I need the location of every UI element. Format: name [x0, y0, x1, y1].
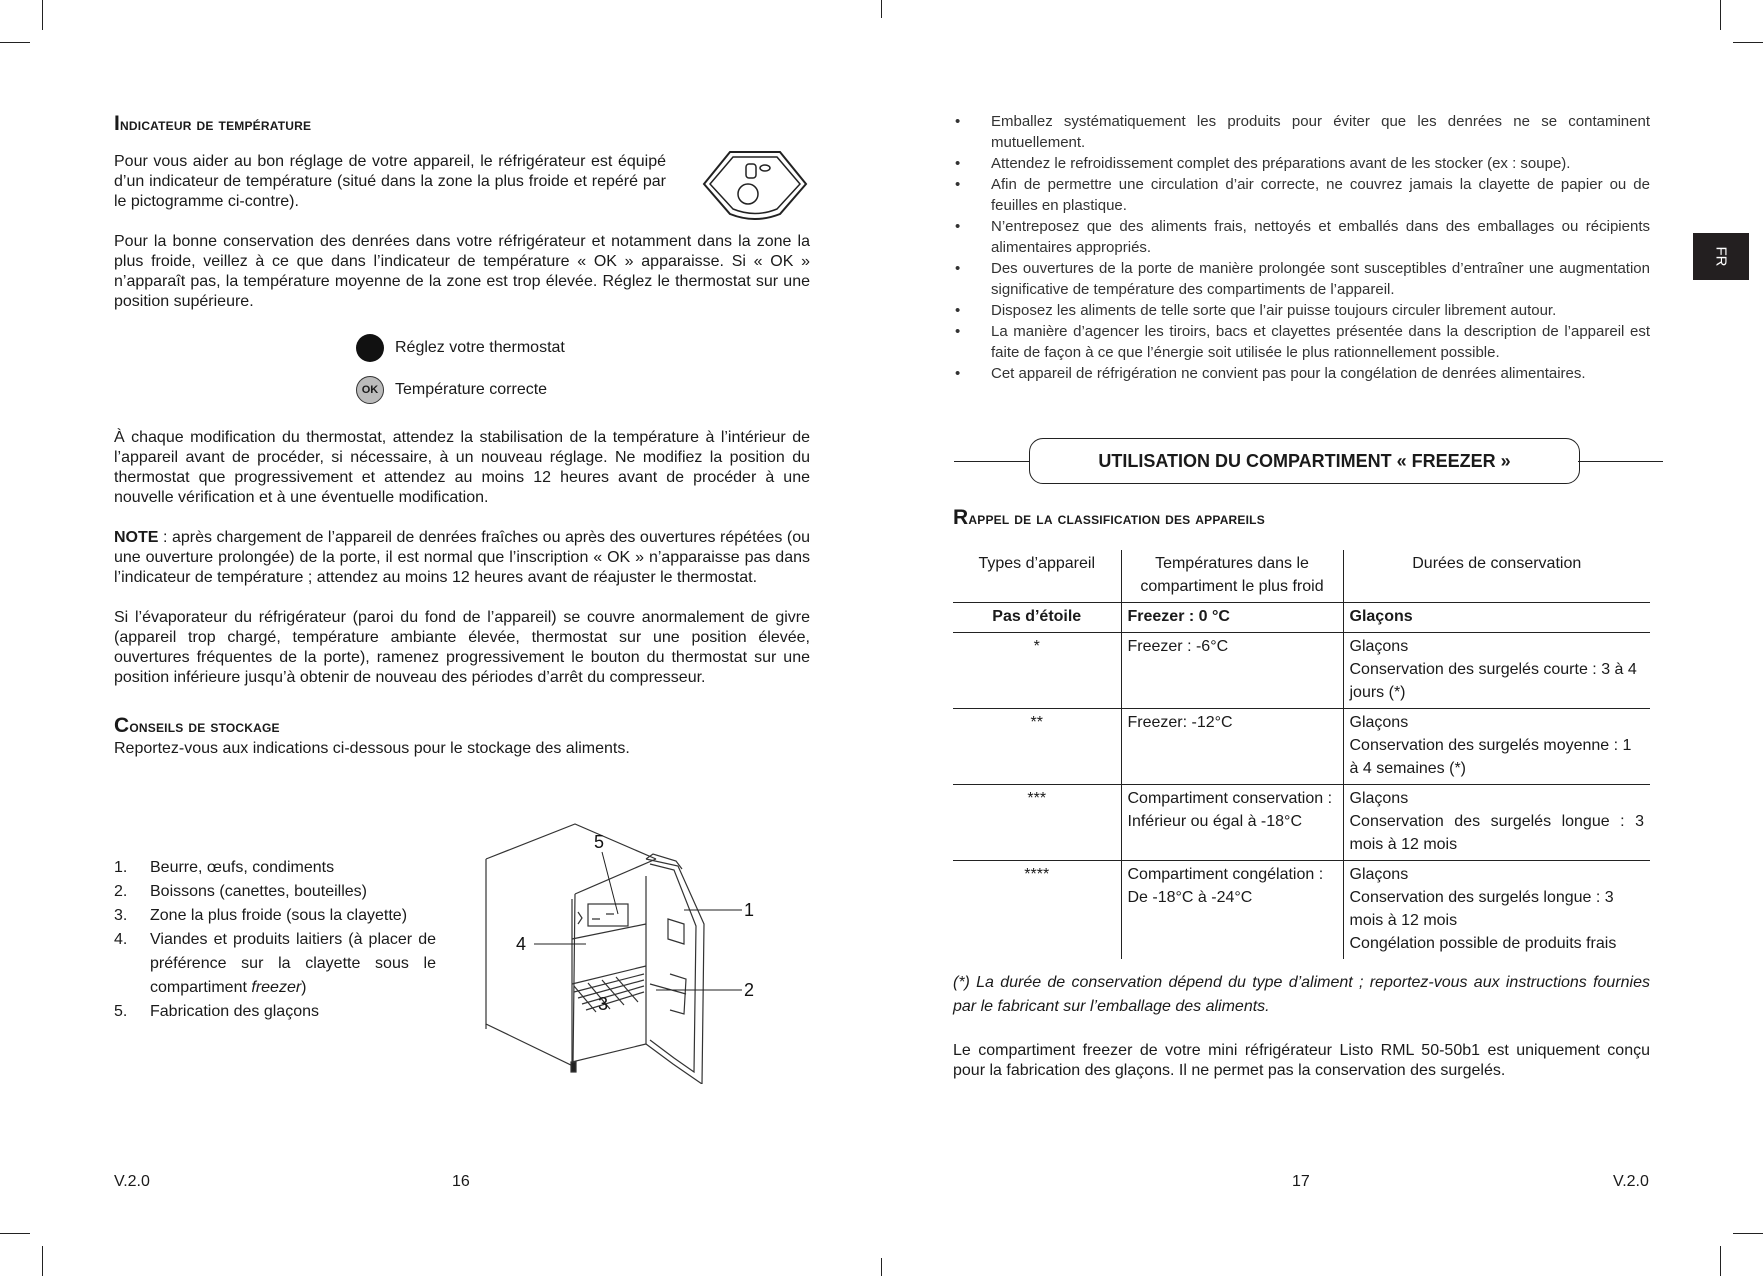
- list-item: 5. Fabrication des glaçons: [114, 1003, 319, 1020]
- diagram-label-4: 4: [516, 934, 527, 954]
- right-page: [953, 111, 1650, 384]
- crop-mark: [881, 0, 882, 18]
- table-cell: Glaçons Conservation des surgelés moyenne : 1 à 4 semaines (*): [1343, 709, 1650, 785]
- right-footer-version: V.2.0: [1613, 1173, 1649, 1190]
- storage-bullets: [953, 111, 1650, 384]
- table-cell: Glaçons Conservation des surgelés longue : 3 mois à 12 mois: [1343, 785, 1650, 861]
- table-cell: ****: [953, 861, 1121, 960]
- table-row: [953, 709, 1650, 785]
- section-heading-classification: Rappel de la classification des appareils: [953, 506, 1265, 529]
- freezer-section-title: UTILISATION DU COMPARTIMENT « FREEZER »: [1029, 438, 1580, 484]
- indicator-legend: [356, 332, 810, 406]
- fridge-diagram: [478, 814, 758, 1084]
- table-cell: Glaçons: [1343, 603, 1650, 633]
- black-dot-icon: [356, 334, 384, 362]
- classification-footnote: (*) La durée de conservation dépend du type d’aliment ; reportez-vous aux instructions fournies par le fabricant sur l’emballage des aliments.: [953, 974, 1650, 1015]
- language-tab: FR: [1693, 233, 1749, 280]
- table-row: [953, 861, 1650, 960]
- list-item: • Attendez le refroidissement complet des préparations avant de les stocker (ex : soupe).: [955, 155, 1571, 172]
- list-item: • La manière d’agencer les tiroirs, bacs et clayettes présentée dans la description de l’appareil est faite de façon à ce que l’énergie soit utilisée le plus rationnellement possible.: [955, 323, 1650, 361]
- table-header-row: [953, 550, 1650, 603]
- diagram-label-3: 3: [598, 994, 609, 1014]
- legend-adjust-thermostat: Réglez votre thermostat: [395, 339, 565, 356]
- table-row: [953, 785, 1650, 861]
- left-page-number: 16: [452, 1173, 470, 1190]
- table-cell: ***: [953, 785, 1121, 861]
- list-item: • Disposez les aliments de telle sorte que l’air puisse toujours circuler librement autour.: [955, 302, 1557, 319]
- crop-mark: [42, 1246, 43, 1276]
- crop-mark: [0, 42, 30, 43]
- ok-badge-icon: OK: [356, 376, 384, 404]
- diagram-label-1: 1: [744, 900, 755, 920]
- legend-correct-temperature: Température correcte: [395, 381, 548, 398]
- section-heading-temperature-indicator: Indicateur de température: [114, 112, 312, 135]
- list-item: • Des ouvertures de la porte de manière prolongée sont susceptibles d’entraîner une augmentation significative de température des compartiments de l’appareil.: [955, 260, 1650, 298]
- crop-mark: [1720, 1246, 1721, 1276]
- table-header: Températures dans le compartiment le plus froid: [1121, 550, 1343, 603]
- table-header: Durées de conservation: [1343, 550, 1650, 603]
- crop-mark: [1720, 0, 1721, 30]
- temp-indicator-intro: Pour vous aider au bon réglage de votre appareil, le réfrigérateur est équipé d’un indicateur de température (situé dans la zone la plus froide et repéré par le pictogramme ci-contre).: [114, 153, 666, 210]
- table-cell: Freezer : 0 °C: [1121, 603, 1343, 633]
- table-cell: Pas d’étoile: [953, 603, 1121, 633]
- section-heading-storage-tips: Conseils de stockage: [114, 714, 280, 737]
- list-item: 1. Beurre, œufs, condiments: [114, 859, 335, 876]
- storage-intro: Reportez-vous aux indications ci-dessous pour le stockage des aliments.: [114, 740, 630, 757]
- crop-mark: [881, 1258, 882, 1276]
- crop-mark: [0, 1233, 30, 1234]
- table-cell: Glaçons Conservation des surgelés courte : 3 à 4 jours (*): [1343, 633, 1650, 709]
- table-cell: Compartiment congélation : De -18°C à -24°C: [1121, 861, 1343, 960]
- list-item: • Emballez systématiquement les produits pour éviter que les denrées ne se contaminent mutuellement.: [955, 113, 1650, 151]
- classification-section: [953, 506, 1650, 1081]
- temp-indicator-paragraph-3: À chaque modification du thermostat, attendez la stabilisation de la température à l’intérieur de l’appareil avant de procéder, si nécessaire, à un nouveau réglage. Ne modifiez la position du thermostat que progressivement et attendez au moins 12 heures avant de procéder à une nouvelle vérification et à une éventuelle modification.: [114, 429, 810, 506]
- table-cell: Freezer : -6°C: [1121, 633, 1343, 709]
- temp-indicator-paragraph-2: Pour la bonne conservation des denrées dans votre réfrigérateur et notamment dans la zone la plus froide, veillez à ce que dans l’indicateur de température « OK » apparaisse. Si « OK » n’apparaît pas, la température moyenne de la zone est trop élevée. Réglez le thermostat sur une position supérieure.: [114, 233, 810, 310]
- right-page-number: 17: [1292, 1173, 1310, 1190]
- list-item: 2. Boissons (canettes, bouteilles): [114, 883, 367, 900]
- list-item: • N’entreposez que des aliments frais, nettoyés et emballés dans des emballages ou récipients alimentaires appropriés.: [955, 218, 1650, 256]
- table-cell: Freezer: -12°C: [1121, 709, 1343, 785]
- table-row: [953, 633, 1650, 709]
- table-cell: **: [953, 709, 1121, 785]
- diagram-label-2: 2: [744, 980, 755, 1000]
- left-footer-version: V.2.0: [114, 1173, 150, 1190]
- table-cell: Glaçons Conservation des surgelés longue : 3 mois à 12 mois Congélation possible de produits frais: [1349, 866, 1617, 952]
- table-header: Types d’appareil: [953, 550, 1121, 603]
- list-item: 4. Viandes et produits laitiers (à placer de préférence sur la clayette sous le compartiment freezer): [114, 931, 436, 996]
- temp-indicator-paragraph-4: Si l’évaporateur du réfrigérateur (paroi du fond de l’appareil) se couvre anormalement de givre (appareil trop chargé, température ambiante élevée, thermostat sur une position élevée, ouvertures fréquentes de la porte), ramenez progressivement le bouton du thermostat sur une position inférieure jusqu’à obtenir de nouveau des périodes d’arrêt du compresseur.: [114, 609, 810, 686]
- temp-indicator-note: NOTE : après chargement de l’appareil de denrées fraîches ou après des ouvertures répétées (ou une ouverture prolongée) de la porte, il est normal que l’inscription « OK » n’apparaisse pas dans l’indicateur de température ; attendez au moins 12 heures avant de réajuster le thermostat.: [114, 529, 810, 586]
- list-item: 3. Zone la plus froide (sous la clayette): [114, 907, 408, 924]
- storage-list: [114, 856, 436, 1024]
- table-cell: Compartiment conservation : Inférieur ou égal à -18°C: [1121, 785, 1343, 861]
- freezer-section-banner: [954, 438, 1663, 484]
- crop-mark: [1733, 1233, 1763, 1234]
- temperature-indicator-pictogram: [696, 144, 814, 220]
- crop-mark: [1733, 42, 1763, 43]
- classification-table: [953, 550, 1650, 959]
- crop-mark: [42, 0, 43, 30]
- list-item: • Afin de permettre une circulation d’air correcte, ne couvrez jamais la clayette de papier ou de feuilles en plastique.: [955, 176, 1650, 214]
- left-page: [114, 112, 810, 1020]
- table-cell: *: [953, 633, 1121, 709]
- diagram-label-5: 5: [594, 832, 605, 852]
- list-item: • Cet appareil de réfrigération ne convient pas pour la congélation de denrées alimentaires.: [955, 365, 1586, 382]
- table-row: [953, 603, 1650, 633]
- freezer-closing-paragraph: Le compartiment freezer de votre mini réfrigérateur Listo RML 50-50b1 est uniquement conçu pour la fabrication des glaçons. Il ne permet pas la conservation des surgelés.: [953, 1042, 1650, 1079]
